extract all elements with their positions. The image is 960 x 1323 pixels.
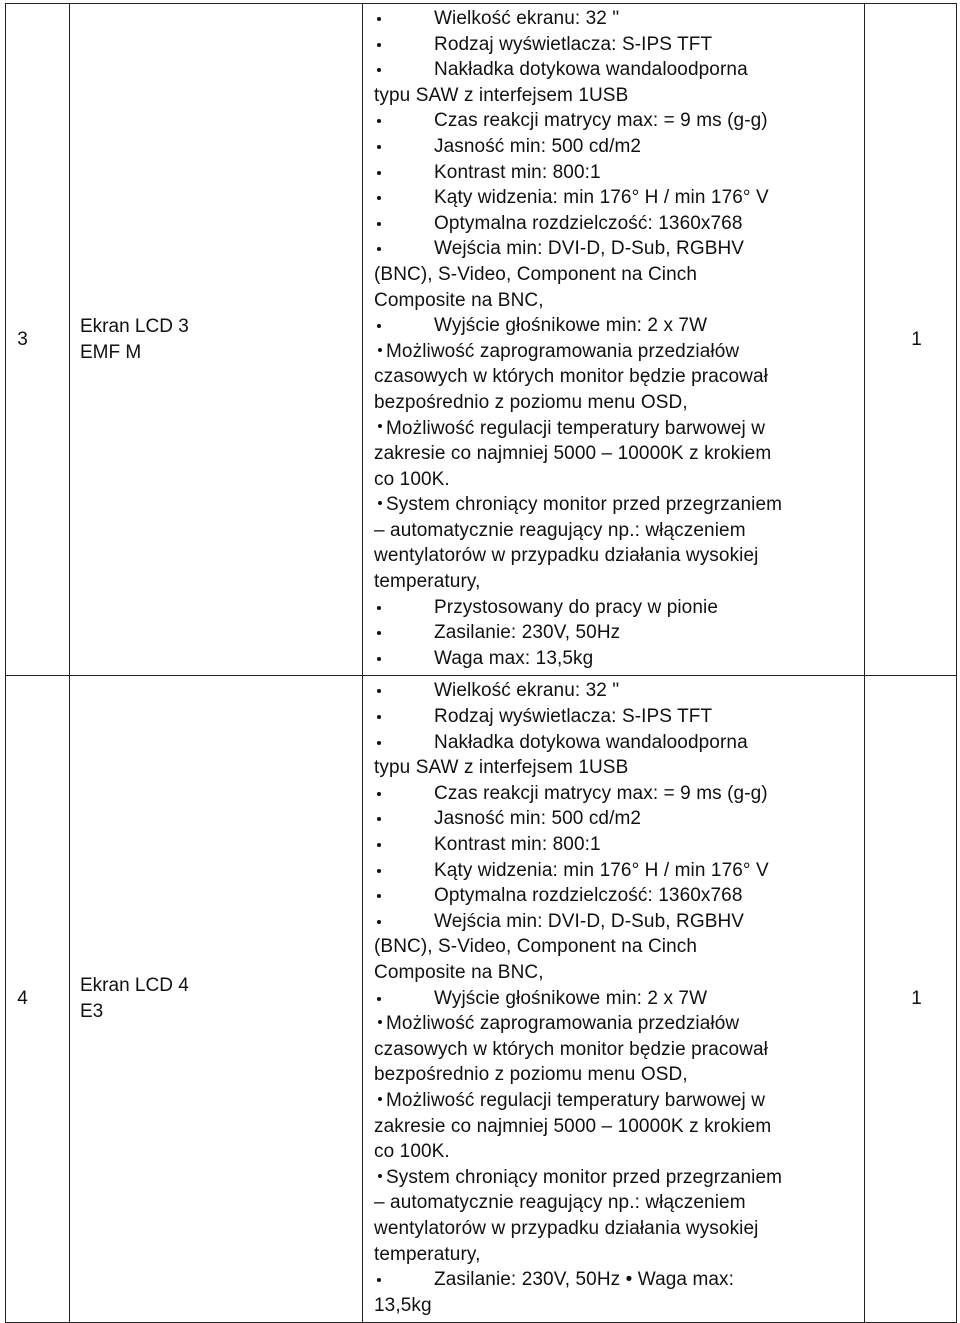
spec-text: zakresie co najmniej 5000 – 10000K z krokiem: [374, 1115, 772, 1137]
bullet-icon: [377, 222, 381, 226]
spec-bullet-item: [374, 236, 860, 262]
bullet-icon: [377, 43, 381, 47]
spec-bullet-item: [374, 986, 860, 1012]
spec-bullet-item: [374, 416, 860, 442]
bullet-icon: [378, 348, 382, 352]
spec-text: Kontrast min: 800:1: [434, 161, 601, 183]
bullet-icon: [377, 247, 381, 251]
spec-text: – automatycznie reagujący np.: włączeniem: [374, 519, 746, 541]
bullet-icon: [378, 1020, 382, 1024]
spec-list-cell: [363, 676, 865, 1323]
bullet-icon: [378, 1174, 382, 1178]
spec-bullet-item: [374, 1165, 860, 1191]
spec-bullet-item: [374, 646, 860, 672]
spec-continuation-line: [374, 262, 860, 288]
spec-continuation-line: [374, 288, 860, 314]
bullet-icon: [377, 997, 381, 1001]
table-row: [6, 676, 957, 1323]
spec-list-cell: [363, 4, 865, 676]
spec-bullet-item: [374, 781, 860, 807]
product-name-line: E3: [80, 1001, 104, 1023]
spec-bullet-item: [374, 730, 860, 756]
spec-bullet-item: [374, 57, 860, 83]
spec-text: wentylatorów w przypadku działania wysokiej: [374, 1217, 759, 1239]
product-name-line: EMF M: [80, 341, 142, 363]
spec-text: Waga max: 13,5kg: [434, 647, 594, 669]
spec-text: Optymalna rozdzielczość: 1360x768: [434, 212, 743, 234]
spec-text: co 100K.: [374, 1141, 450, 1163]
spec-text: Rodzaj wyświetlacza: S-IPS TFT: [434, 706, 713, 728]
spec-text: wentylatorów w przypadku działania wysokiej: [374, 545, 759, 567]
spec-bullet-item: [374, 704, 860, 730]
spec-continuation-line: [374, 1037, 860, 1063]
spec-text: 13,5kg: [374, 1294, 432, 1316]
bullet-icon: [377, 606, 381, 610]
bullet-icon: [377, 145, 381, 149]
spec-text: Kontrast min: 800:1: [434, 834, 601, 855]
spec-text: Czas reakcji matrycy max: = 9 ms (g-g): [434, 782, 768, 804]
bullet-icon: [378, 1097, 382, 1101]
bullet-icon: [377, 196, 381, 200]
spec-bullet-item: [374, 832, 860, 858]
bullet-icon: [377, 843, 381, 847]
spec-text: bezpośrednio z poziomu menu OSD,: [374, 1064, 688, 1086]
quantity-cell: 1: [865, 4, 957, 676]
spec-text: Wejścia min: DVI-D, D-Sub, RGBHV: [434, 910, 745, 932]
bullet-icon: [377, 792, 381, 796]
spec-text: co 100K.: [374, 468, 450, 490]
spec-text: bezpośrednio z poziomu menu OSD,: [374, 391, 688, 413]
spec-text: Możliwość zaprogramowania przedziałów: [386, 1013, 740, 1035]
bullet-icon: [377, 657, 381, 661]
spec-bullet-item: [374, 909, 860, 935]
spec-continuation-line: [374, 364, 860, 390]
spec-text: Kąty widzenia: min 176° H / min 176° V: [434, 859, 769, 881]
spec-bullet-item: [374, 492, 860, 518]
spec-text: Jasność min: 500 cd/m2: [434, 808, 642, 830]
product-name-line: Ekran LCD 4: [80, 975, 189, 997]
spec-text: Wielkość ekranu: 32 ": [434, 8, 620, 29]
spec-bullet-item: [374, 160, 860, 186]
spec-text: Zasilanie: 230V, 50Hz: [434, 622, 621, 644]
spec-bullet-item: [374, 858, 860, 884]
spec-text: czasowych w których monitor będzie pracował: [374, 366, 768, 388]
spec-text: Zasilanie: 230V, 50Hz • Waga max:: [434, 1269, 735, 1291]
spec-text: czasowych w których monitor będzie pracował: [374, 1038, 768, 1060]
spec-text: Kąty widzenia: min 176° H / min 176° V: [434, 187, 769, 209]
bullet-icon: [377, 1278, 381, 1282]
spec-text: Rodzaj wyświetlacza: S-IPS TFT: [434, 33, 713, 55]
spec-continuation-line: [374, 518, 860, 544]
spec-bullet-item: [374, 1088, 860, 1114]
row-number: 4: [6, 676, 70, 1323]
bullet-icon: [378, 501, 382, 505]
spec-bullet-item: [374, 595, 860, 621]
spec-bullet-item: [374, 806, 860, 832]
bullet-icon: [377, 920, 381, 924]
bullet-icon: [378, 424, 382, 428]
spec-text: Optymalna rozdzielczość: 1360x768: [434, 885, 743, 907]
bullet-icon: [377, 324, 381, 328]
spec-continuation-line: [374, 1062, 860, 1088]
spec-text: Wielkość ekranu: 32 ": [434, 680, 620, 702]
spec-text: zakresie co najmniej 5000 – 10000K z krokiem: [374, 443, 772, 465]
spec-bullet-item: [374, 883, 860, 909]
spec-continuation-line: [374, 543, 860, 569]
spec-bullet-item: [374, 32, 860, 58]
bullet-icon: [377, 689, 381, 693]
bullet-icon: [377, 869, 381, 873]
spec-bullet-item: [374, 313, 860, 339]
spec-bullet-item: [374, 620, 860, 646]
spec-text: Nakładka dotykowa wandaloodporna: [434, 59, 748, 81]
bullet-icon: [377, 894, 381, 898]
product-name-cell: [70, 676, 363, 1323]
spec-text: Jasność min: 500 cd/m2: [434, 135, 642, 157]
spec-text: Composite na BNC,: [374, 961, 544, 983]
spec-bullet-item: [374, 339, 860, 365]
spec-bullet-item: [374, 1011, 860, 1037]
table-row: [6, 4, 957, 676]
bullet-icon: [377, 817, 381, 821]
product-name-cell: [70, 4, 363, 676]
spec-text: System chroniący monitor przed przegrzaniem: [386, 494, 783, 516]
spec-text: typu SAW z interfejsem 1USB: [374, 757, 629, 779]
spec-text: Możliwość zaprogramowania przedziałów: [386, 340, 740, 362]
spec-bullet-item: [374, 134, 860, 160]
spec-continuation-line: [374, 1242, 860, 1268]
spec-bullet-item: [374, 211, 860, 237]
spec-bullet-item: [374, 678, 860, 704]
spec-bullet-item: [374, 108, 860, 134]
row-number: 3: [6, 4, 70, 676]
spec-text: Wejścia min: DVI-D, D-Sub, RGBHV: [434, 238, 745, 260]
bullet-icon: [377, 631, 381, 635]
spec-continuation-line: [374, 1114, 860, 1140]
spec-continuation-line: [374, 934, 860, 960]
spec-text: Możliwość regulacji temperatury barwowej w: [386, 417, 766, 439]
quantity-cell: 1: [865, 676, 957, 1323]
spec-text: Composite na BNC,: [374, 289, 544, 311]
spec-text: Czas reakcji matrycy max: = 9 ms (g-g): [434, 110, 768, 132]
spec-text: Nakładka dotykowa wandaloodporna: [434, 731, 748, 753]
spec-continuation-line: [374, 569, 860, 595]
bullet-icon: [377, 741, 381, 745]
spec-continuation-line: [374, 390, 860, 416]
spec-text: Przystosowany do pracy w pionie: [434, 596, 719, 618]
spec-continuation-line: [374, 1216, 860, 1242]
spec-bullet-item: [374, 1267, 860, 1293]
spec-continuation-line: [374, 83, 860, 109]
spec-text: – automatycznie reagujący np.: włączeniem: [374, 1192, 746, 1214]
spec-text: (BNC), S-Video, Component na Cinch: [374, 936, 698, 958]
spec-continuation-line: [374, 1190, 860, 1216]
spec-continuation-line: [374, 1139, 860, 1165]
spec-continuation-line: [374, 960, 860, 986]
bullet-icon: [377, 715, 381, 719]
spec-bullet-item: [374, 6, 860, 32]
spec-text: Możliwość regulacji temperatury barwowej w: [386, 1089, 766, 1111]
specification-table: [5, 3, 957, 1323]
spec-text: (BNC), S-Video, Component na Cinch: [374, 263, 698, 285]
bullet-icon: [377, 17, 381, 21]
bullet-icon: [377, 68, 381, 72]
spec-text: Wyjście głośnikowe min: 2 x 7W: [434, 987, 708, 1009]
spec-text: temperatury,: [374, 571, 481, 593]
spec-text: temperatury,: [374, 1243, 481, 1265]
spec-text: typu SAW z interfejsem 1USB: [374, 84, 629, 106]
spec-text: System chroniący monitor przed przegrzaniem: [386, 1166, 783, 1188]
spec-continuation-line: [374, 755, 860, 781]
spec-continuation-line: [374, 441, 860, 467]
product-name-line: Ekran LCD 3: [80, 315, 189, 337]
spec-bullet-item: [374, 185, 860, 211]
spec-continuation-line: [374, 467, 860, 493]
bullet-icon: [377, 171, 381, 175]
spec-text: Wyjście głośnikowe min: 2 x 7W: [434, 315, 708, 337]
bullet-icon: [377, 119, 381, 123]
spec-continuation-line: [374, 1293, 860, 1319]
